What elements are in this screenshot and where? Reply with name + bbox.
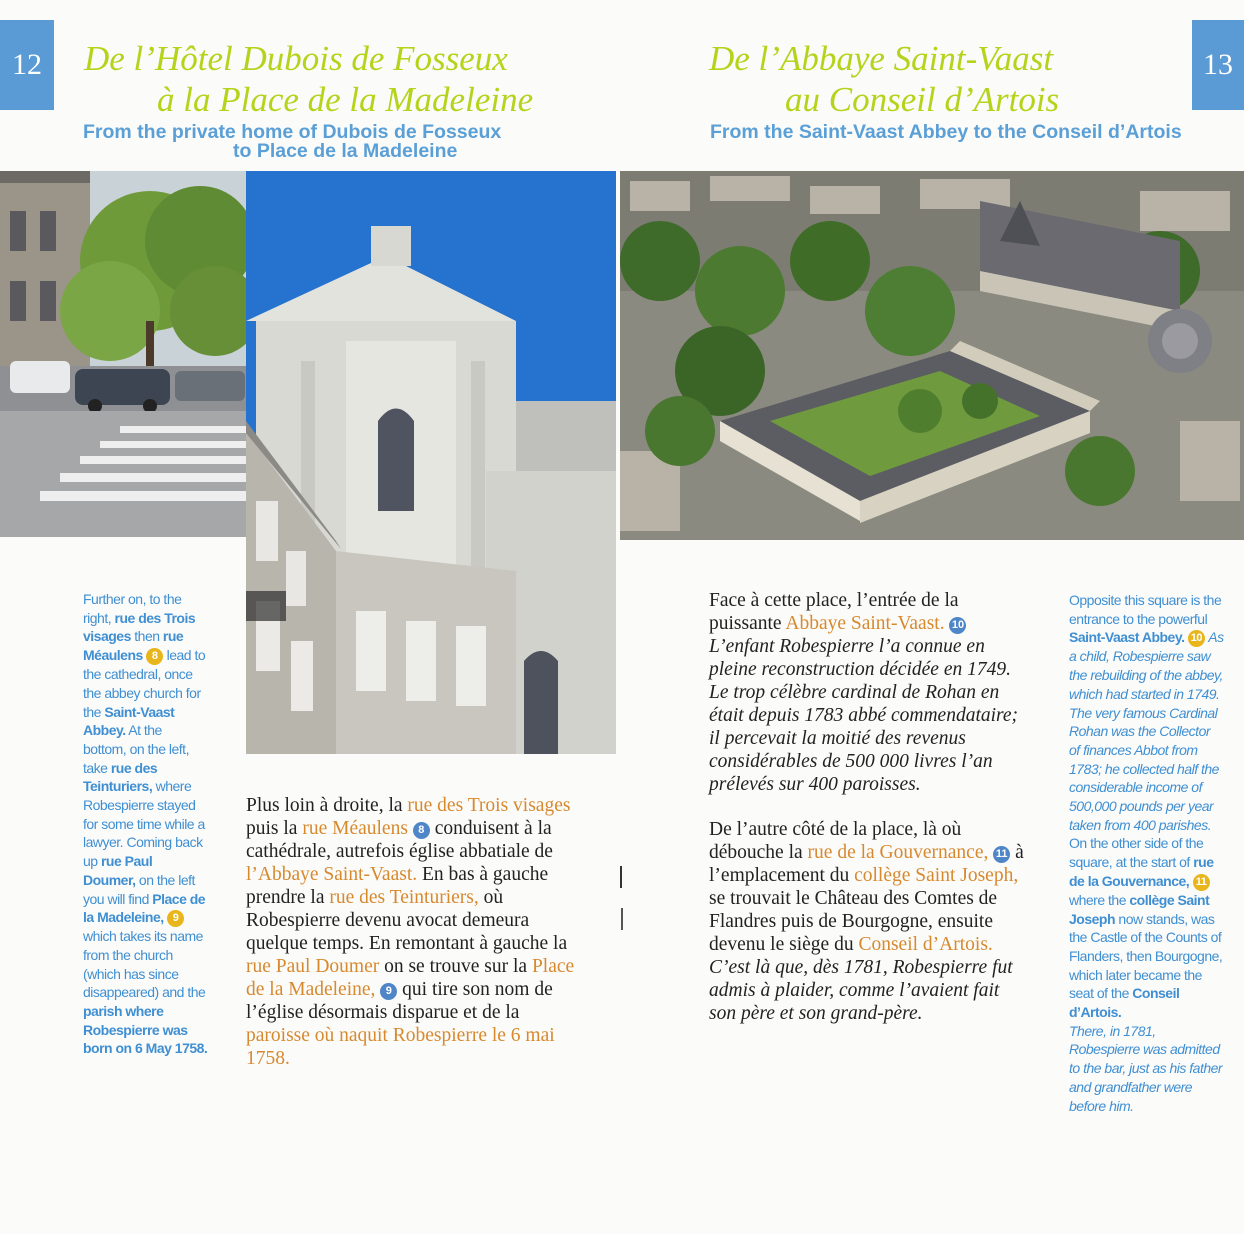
right-french-paragraph-1: Face à cette place, l’entrée de la puissante Abbaye Saint-Vaast. 10 L’enfant Robespierre l’a connue en pleine reconstruction décidée en 1749. Le trop célèbre cardinal de Rohan en était depuis 1783 abbé commendataire; il percevait la moitié des revenus considérables de 500 000 livres l’an prélevés sur 400 paroisses. <box>709 590 1019 795</box>
highlight-rue-trois-visages: rue des Trois visages <box>83 609 196 645</box>
left-subtitle-line2: to Place de la Madeleine <box>233 140 458 162</box>
right-french-paragraph-2: De l’autre côté de la place, là où débouche la rue de la Gouvernance, 11 à l’emplacement du collège Saint Joseph, se trouvait le Château des Comtes de Flandres puis de Bourgogne, ensuite devenu le siège du Conseil d’Artois. C’est là que, dès 1781, Robespierre fut admis à plaider, comme l’avaient fait son père et son grand-père. <box>709 819 1024 1024</box>
right-title-line2: au Conseil d’Artois <box>785 80 1060 119</box>
stop-11-badge: 11 <box>1193 874 1210 891</box>
left-french-text: Plus loin à droite, la rue des Trois visages puis la rue Méaulens 8 conduisent à la cathédrale, autrefois église abbatiale de l’Abbaye Saint-Vaast. En bas à gauche prendre la rue des Teinturiers, où Robespierre devenu avocat demeura quelque temps. En remontant à gauche la rue Paul Doumer on se trouve sur la Place de la Madeleine, 9 qui tire son nom de l’église désormais disparue et de la paroisse où naquit Robespierre le 6 mai 1758. <box>246 795 575 1069</box>
right-english-text: Opposite this square is the entrance to the powerful Saint-Vaast Abbey. 10 As a child, Robespierre saw the rebuilding of the abbey, which had started in 1749. The very famous Cardinal Rohan was the Collector of finances Abbot from 1783; he collected half the considerable income of 500,000 pounds per year taken from 400 parishes. On the other side of the square, at the start of rue de la Gouvernance, 11 where the collège Saint Joseph now stands, was the Castle of the Counts of Flanders, then Bourgogne, which later became the seat of the Conseil d’Artois. There, in 1781, Robespierre was admitted to the bar, just as his father and grandfather were before him. <box>1069 592 1224 1114</box>
stop-10-badge-fr: 10 <box>949 617 966 634</box>
stop-9-badge: 9 <box>167 910 184 927</box>
right-subtitle: From the Saint-Vaast Abbey to the Conseil d’Artois <box>710 121 1182 143</box>
page-number-right: 13 <box>1192 20 1244 110</box>
photo-street-square <box>0 171 246 537</box>
right-french-text <box>709 589 1024 1025</box>
left-title-line1: De l’Hôtel Dubois de Fosseux <box>84 39 508 78</box>
left-title-line2: à la Place de la Madeleine <box>157 80 534 119</box>
left-subtitle-line1: From the private home of Dubois de Fosseux <box>83 121 502 143</box>
binding-mark-bottom <box>621 908 623 930</box>
photo-church-facade <box>246 171 616 754</box>
stop-8-badge: 8 <box>146 648 163 665</box>
page-number-left: 12 <box>0 20 54 110</box>
stop-11-badge-fr: 11 <box>993 846 1010 863</box>
left-english-text: Further on, to the right, rue des Trois visages then rue Méaulens 8 lead to the cathedral, once the abbey church for the Saint-Vaast Abbey. At the bottom, on the left, take rue des Teinturiers, where Robespierre stayed for some time while a lawyer. Coming back up rue Paul Doumer, on the left you will find Place de la Madeleine, 9 which takes its name from the church (which has since disappeared) and the parish where Robespierre was born on 6 May 1758. <box>83 591 208 1057</box>
right-title-line1: De l’Abbaye Saint-Vaast <box>709 39 1054 78</box>
stop-8-badge-fr: 8 <box>413 822 430 839</box>
photo-aerial-abbey <box>620 171 1244 540</box>
stop-10-badge: 10 <box>1188 630 1205 647</box>
stop-9-badge-fr: 9 <box>380 983 397 1000</box>
binding-mark-top <box>620 866 622 888</box>
